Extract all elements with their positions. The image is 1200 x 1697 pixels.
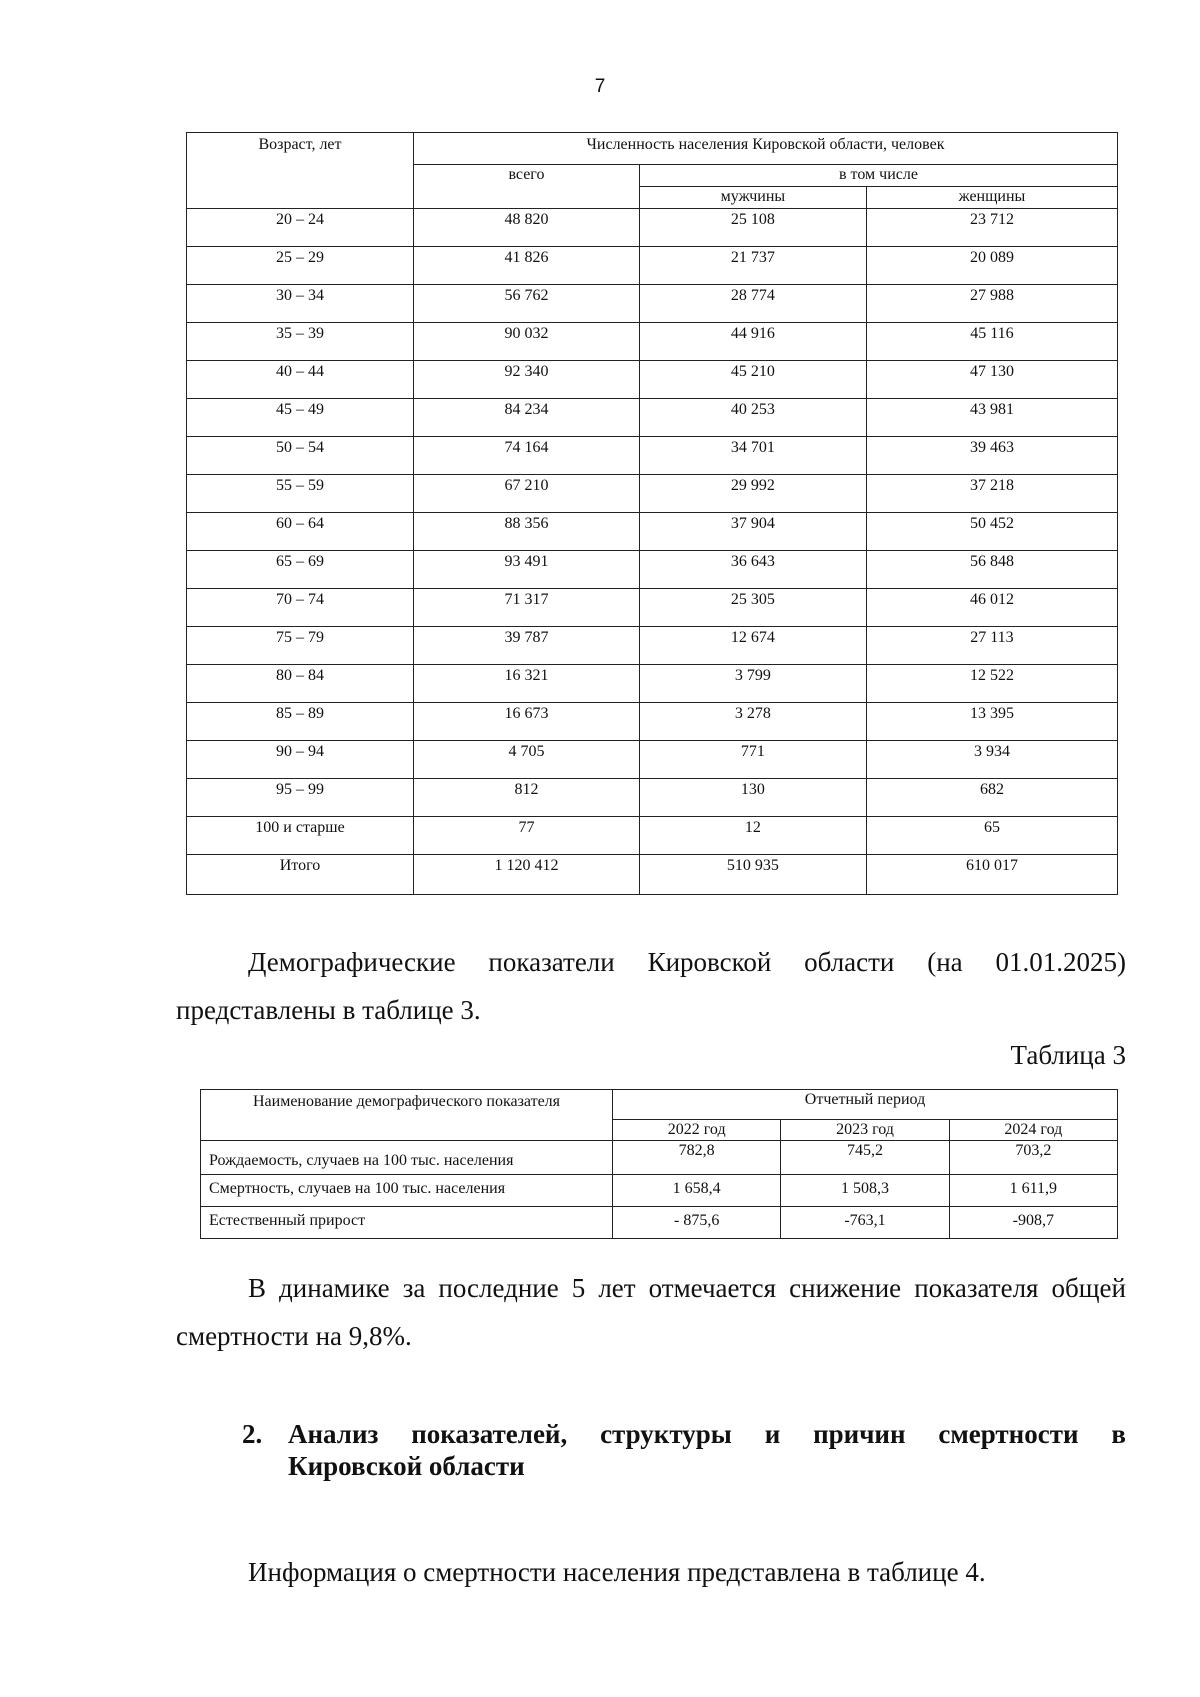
cell-women: 27 988 — [866, 285, 1117, 323]
cell-women: 3 934 — [866, 741, 1117, 779]
cell-age: 80 – 84 — [187, 665, 414, 703]
demographic-indicators-table — [200, 1089, 1118, 1239]
total-column-header: всего — [413, 165, 639, 209]
word: структуры — [600, 1419, 732, 1449]
table-row — [187, 361, 1118, 399]
cell-women: 13 395 — [866, 703, 1117, 741]
table-row — [187, 779, 1118, 817]
cell-age: 85 – 89 — [187, 703, 414, 741]
cell-age: 55 – 59 — [187, 475, 414, 513]
cell-men: 12 — [639, 817, 866, 855]
cell-total: 48 820 — [413, 209, 639, 247]
cell-age: 75 – 79 — [187, 627, 414, 665]
word: показателей, — [411, 1419, 568, 1449]
cell-total: 1 120 412 — [413, 855, 639, 895]
indicator-value: 745,2 — [781, 1141, 949, 1175]
cell-total: 56 762 — [413, 285, 639, 323]
word: 01.01.2025) — [995, 947, 1126, 977]
cell-men: 130 — [639, 779, 866, 817]
table-row — [187, 855, 1118, 895]
table-row — [187, 399, 1118, 437]
cell-total: 16 673 — [413, 703, 639, 741]
cell-women: 12 522 — [866, 665, 1117, 703]
year-column-header: 2022 год — [613, 1120, 781, 1141]
cell-age: 25 – 29 — [187, 247, 414, 285]
cell-total: 74 164 — [413, 437, 639, 475]
cell-total: 39 787 — [413, 627, 639, 665]
cell-age: 50 – 54 — [187, 437, 414, 475]
table-row — [187, 627, 1118, 665]
table-row — [187, 551, 1118, 589]
table-row — [187, 475, 1118, 513]
cell-total: 41 826 — [413, 247, 639, 285]
table-row — [187, 665, 1118, 703]
including-column-header: в том числе — [639, 165, 1117, 187]
word: причин — [813, 1419, 906, 1449]
cell-women: 23 712 — [866, 209, 1117, 247]
indicator-value: -763,1 — [781, 1207, 949, 1239]
indicator-value: 703,2 — [949, 1141, 1117, 1175]
cell-age: 35 – 39 — [187, 323, 414, 361]
table-row — [187, 247, 1118, 285]
word: Кировской — [647, 947, 772, 977]
word: в — [1111, 1419, 1126, 1449]
indicator-value: 1 508,3 — [781, 1175, 949, 1207]
section-number: 2. — [242, 1419, 263, 1449]
cell-total: 77 — [413, 817, 639, 855]
cell-total: 92 340 — [413, 361, 639, 399]
cell-age: 65 – 69 — [187, 551, 414, 589]
cell-men: 25 305 — [639, 589, 866, 627]
cell-age: 20 – 24 — [187, 209, 414, 247]
table-row — [187, 703, 1118, 741]
cell-men: 21 737 — [639, 247, 866, 285]
cell-men: 36 643 — [639, 551, 866, 589]
mortality-info-paragraph — [176, 1548, 1126, 1596]
period-column-header: Отчетный период — [613, 1090, 1118, 1120]
cell-age: 45 – 49 — [187, 399, 414, 437]
table-row — [187, 209, 1118, 247]
indicator-column-header: Наименование демографического показателя — [201, 1090, 613, 1141]
word: области — [804, 947, 895, 977]
cell-age: Итого — [187, 855, 414, 895]
indicator-value: 1 658,4 — [613, 1175, 781, 1207]
table-row — [187, 323, 1118, 361]
indicator-name: Рождаемость, случаев на 100 тыс. населения — [201, 1141, 613, 1175]
word: и — [764, 1419, 781, 1449]
cell-total: 71 317 — [413, 589, 639, 627]
population-by-age-table — [186, 132, 1118, 895]
indicator-value: -908,7 — [949, 1207, 1117, 1239]
cell-men: 45 210 — [639, 361, 866, 399]
word: (на — [927, 947, 963, 977]
cell-total: 4 705 — [413, 741, 639, 779]
year-column-header: 2023 год — [781, 1120, 949, 1141]
cell-age: 100 и старше — [187, 817, 414, 855]
cell-total: 88 356 — [413, 513, 639, 551]
cell-age: 40 – 44 — [187, 361, 414, 399]
cell-women: 37 218 — [866, 475, 1117, 513]
cell-age: 90 – 94 — [187, 741, 414, 779]
table-row — [201, 1207, 1118, 1239]
cell-women: 65 — [866, 817, 1117, 855]
cell-women: 682 — [866, 779, 1117, 817]
word: показатели — [488, 947, 615, 977]
indicator-value: - 875,6 — [613, 1207, 781, 1239]
cell-women: 50 452 — [866, 513, 1117, 551]
section-heading — [242, 1418, 1126, 1482]
word: Демографические — [248, 947, 456, 977]
cell-women: 56 848 — [866, 551, 1117, 589]
population-column-header: Численность населения Кировской области, человек — [413, 133, 1117, 165]
cell-age: 30 – 34 — [187, 285, 414, 323]
cell-men: 44 916 — [639, 323, 866, 361]
mortality-trend-paragraph — [176, 1264, 1126, 1360]
cell-men: 510 935 — [639, 855, 866, 895]
table-row — [201, 1141, 1118, 1175]
cell-total: 93 491 — [413, 551, 639, 589]
table-row — [187, 513, 1118, 551]
cell-men: 34 701 — [639, 437, 866, 475]
cell-total: 90 032 — [413, 323, 639, 361]
cell-men: 3 799 — [639, 665, 866, 703]
table-3-caption: Таблица 3 — [1010, 1040, 1126, 1070]
cell-age: 60 – 64 — [187, 513, 414, 551]
indicator-name: Естественный прирост — [201, 1207, 613, 1239]
cell-men: 28 774 — [639, 285, 866, 323]
section-heading-line: Кировской области — [288, 1451, 525, 1481]
cell-men: 29 992 — [639, 475, 866, 513]
cell-women: 46 012 — [866, 589, 1117, 627]
cell-men: 40 253 — [639, 399, 866, 437]
word: смертности — [938, 1419, 1079, 1449]
word: Анализ — [288, 1419, 379, 1449]
cell-women: 20 089 — [866, 247, 1117, 285]
cell-age: 70 – 74 — [187, 589, 414, 627]
cell-men: 3 278 — [639, 703, 866, 741]
table-row — [187, 589, 1118, 627]
cell-total: 67 210 — [413, 475, 639, 513]
indicator-value: 1 611,9 — [949, 1175, 1117, 1207]
cell-total: 16 321 — [413, 665, 639, 703]
cell-women: 45 116 — [866, 323, 1117, 361]
table-row — [201, 1175, 1118, 1207]
paragraph-text: В динамике за последние 5 лет отмечается снижение показателя общей смертности на 9,8%. — [176, 1273, 1126, 1351]
demography-intro-paragraph — [176, 938, 1126, 1034]
men-column-header: мужчины — [639, 187, 866, 209]
cell-women: 610 017 — [866, 855, 1117, 895]
table-row — [187, 741, 1118, 779]
table-row — [187, 817, 1118, 855]
cell-men: 37 904 — [639, 513, 866, 551]
page-number: 7 — [594, 76, 606, 97]
indicator-name: Смертность, случаев на 100 тыс. населения — [201, 1175, 613, 1207]
age-column-header: Возраст, лет — [187, 133, 414, 209]
cell-total: 812 — [413, 779, 639, 817]
women-column-header: женщины — [866, 187, 1117, 209]
cell-total: 84 234 — [413, 399, 639, 437]
paragraph-text: Информация о смертности населения представлена в таблице 4. — [248, 1557, 986, 1587]
table-row — [187, 285, 1118, 323]
cell-men: 771 — [639, 741, 866, 779]
cell-men: 25 108 — [639, 209, 866, 247]
paragraph-line: представлены в таблице 3. — [176, 995, 481, 1025]
cell-women: 43 981 — [866, 399, 1117, 437]
table-row — [187, 437, 1118, 475]
year-column-header: 2024 год — [949, 1120, 1117, 1141]
cell-men: 12 674 — [639, 627, 866, 665]
cell-women: 27 113 — [866, 627, 1117, 665]
cell-women: 39 463 — [866, 437, 1117, 475]
cell-women: 47 130 — [866, 361, 1117, 399]
indicator-value: 782,8 — [613, 1141, 781, 1175]
cell-age: 95 – 99 — [187, 779, 414, 817]
